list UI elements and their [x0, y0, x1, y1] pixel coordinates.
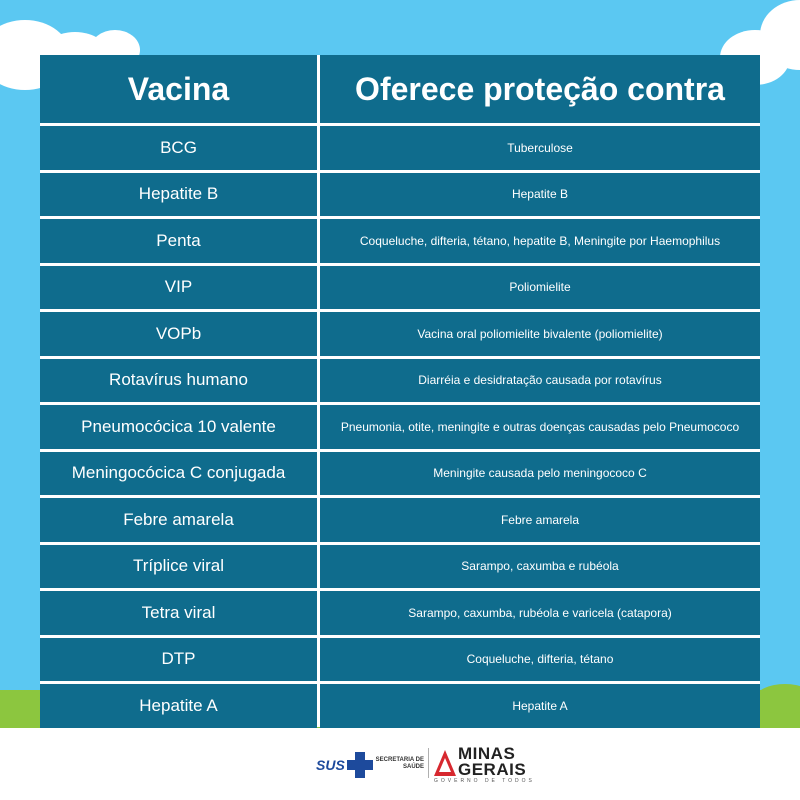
vacina-cell: Tríplice viral — [40, 545, 317, 589]
vacina-cell: Tetra viral — [40, 591, 317, 635]
minas-gerais-triangle-icon — [434, 750, 456, 776]
vacina-cell: VIP — [40, 266, 317, 310]
vacina-cell: Rotavírus humano — [40, 359, 317, 403]
secretaria-saude-logo — [368, 757, 424, 771]
vacina-cell: Meningocócica C conjugada — [40, 452, 317, 496]
logo-divider — [428, 748, 429, 778]
vacina-cell: Pneumocócica 10 valente — [40, 405, 317, 449]
minas-subtitle: GOVERNO DE TODOS — [434, 778, 535, 784]
minas-gerais-logo — [458, 746, 526, 778]
vacina-cell: Hepatite B — [40, 173, 317, 217]
protecao-cell: Febre amarela — [320, 498, 760, 542]
header-vacina: Vacina — [40, 55, 317, 123]
protecao-cell: Poliomielite — [320, 266, 760, 310]
header-protecao: Oferece proteção contra — [320, 55, 760, 123]
vacina-cell: BCG — [40, 126, 317, 170]
protecao-cell: Hepatite A — [320, 684, 760, 728]
secretaria-line2: SAÚDE — [402, 764, 424, 770]
vacina-cell: Penta — [40, 219, 317, 263]
protecao-cell: Hepatite B — [320, 173, 760, 217]
protecao-cell: Coqueluche, difteria, tétano — [320, 638, 760, 682]
vacina-cell: Hepatite A — [40, 684, 317, 728]
protecao-cell: Diarréia e desidratação causada por rotavírus — [320, 359, 760, 403]
protecao-cell: Tuberculose — [320, 126, 760, 170]
sus-logo — [316, 752, 373, 778]
protecao-cell: Vacina oral poliomielite bivalente (poliomielite) — [320, 312, 760, 356]
vacina-cell: Febre amarela — [40, 498, 317, 542]
vacina-cell: VOPb — [40, 312, 317, 356]
protecao-cell: Coqueluche, difteria, tétano, hepatite B, Meningite por Haemophilus — [320, 219, 760, 263]
protecao-cell: Sarampo, caxumba, rubéola e varicela (catapora) — [320, 591, 760, 635]
protecao-cell: Meningite causada pelo meningococo C — [320, 452, 760, 496]
protecao-cell: Pneumonia, otite, meningite e outras doenças causadas pelo Pneumococo — [320, 405, 760, 449]
sus-text: SUS — [316, 757, 345, 773]
protecao-cell: Sarampo, caxumba e rubéola — [320, 545, 760, 589]
vacina-cell: DTP — [40, 638, 317, 682]
secretaria-line1: SECRETARIA DE — [375, 757, 424, 763]
vaccine-table — [40, 55, 760, 727]
minas-line2: GERAIS — [458, 760, 527, 779]
minas-line1: MINAS — [458, 744, 516, 763]
